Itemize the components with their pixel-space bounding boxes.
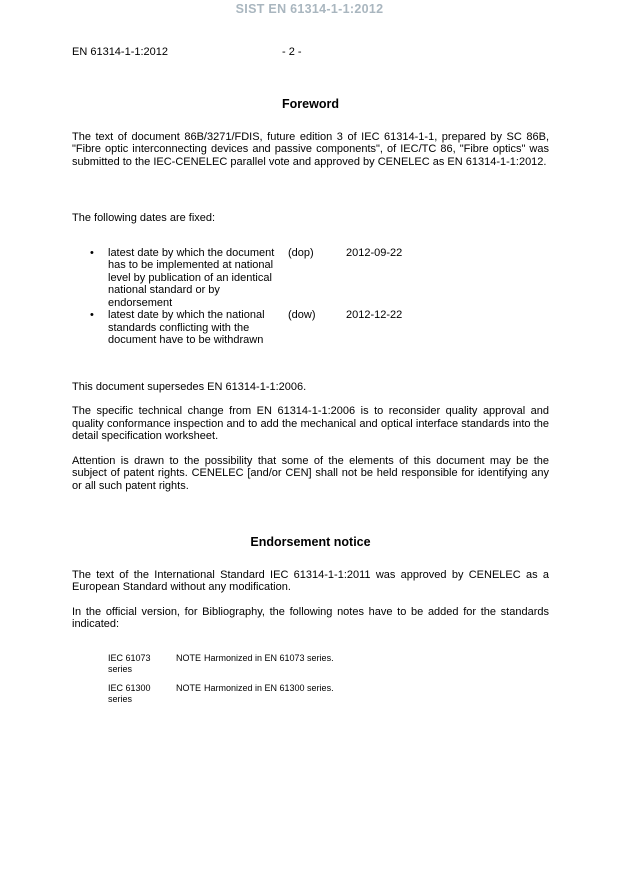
note-standard: IEC 61073 series: [108, 652, 151, 674]
supersedes-para: This document supersedes EN 61314-1-1:2006.: [72, 380, 307, 393]
page-number: - 2 -: [282, 46, 302, 58]
date-text: latest date by which the document has to be implemented at national level by publication of an identical national standard or by endorsement: [108, 246, 275, 309]
foreword-para-1: The text of document 86B/3271/FDIS, future edition 3 of IEC 61314-1-1, prepared by SC 86B, "Fibre optic interconnecting devices and passive components", of IEC/TC 86, "Fibre optics" was submitted to the IEC-CENELEC parallel vote and approved by CENELEC as EN 61314-1-1:2012.: [72, 130, 549, 168]
page-header: [72, 46, 547, 60]
note-row: [108, 683, 549, 705]
note-label: NOTE: [176, 682, 202, 693]
bibliography-notes: [108, 653, 549, 705]
bullet-icon: •: [90, 246, 94, 259]
note-text: Harmonized in EN 61073 series.: [204, 652, 334, 663]
watermark-header: SIST EN 61314-1-1:2012: [235, 2, 384, 16]
technical-change-para: The specific technical change from EN 61314-1-1:2006 is to reconsider quality approval and quality conformance inspection and to add the mechanical and optical interface standards into the detail specification worksheet.: [72, 405, 549, 442]
document-reference: EN 61314-1-1:2012: [72, 46, 169, 58]
endorsement-para-2: In the official version, for Bibliography, the following notes have to be added for the standards indicated:: [72, 605, 549, 630]
date-value: 2012-09-22: [346, 246, 403, 259]
note-label: NOTE: [176, 652, 202, 663]
date-value: 2012-12-22: [346, 309, 403, 321]
note-text: Harmonized in EN 61300 series.: [204, 682, 334, 693]
date-item-dow: [90, 309, 549, 347]
note-row: [108, 653, 549, 675]
patent-rights-para: Attention is drawn to the possibility that some of the elements of this document may be the subject of patent rights. CENELEC [and/or CEN] shall not be held responsible for identifying any or all such patent rights.: [72, 454, 549, 492]
date-code: (dop): [288, 246, 314, 259]
endorsement-title: Endorsement notice: [250, 535, 371, 549]
date-text: latest date by which the national standards conflicting with the document have to be withdrawn: [108, 309, 265, 346]
date-code: (dow): [288, 309, 316, 321]
foreword-title: Foreword: [282, 97, 339, 111]
bullet-icon: •: [90, 309, 94, 321]
dates-intro: The following dates are fixed:: [72, 212, 216, 224]
date-item-dop: [90, 247, 549, 310]
page-content: [72, 98, 549, 713]
endorsement-para-1: The text of the International Standard IEC 61314-1-1:2011 was approved by CENELEC as a European Standard without any modification.: [72, 568, 549, 593]
note-standard: IEC 61300 series: [108, 682, 151, 704]
